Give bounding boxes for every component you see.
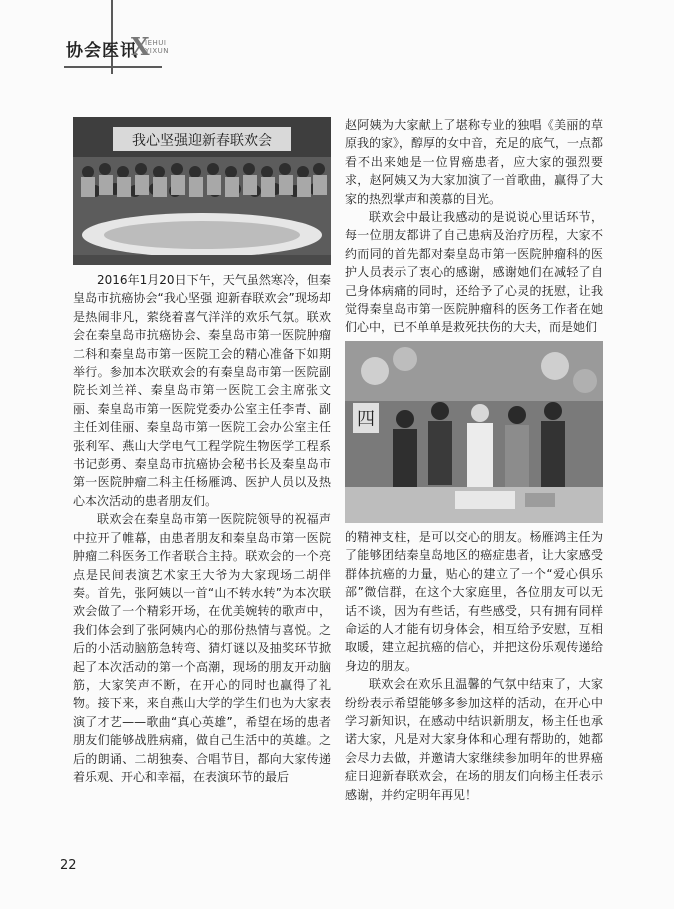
article-right-column-top (345, 116, 603, 337)
group-photo-illustration (73, 117, 331, 265)
article-paragraph: 联欢会在欢乐且温馨的气氛中结束了，大家纷纷表示希望能够多参加这样的活动，在开心中学习新知识，在感动中结识新朋友，杨主任也承诺大家，凡是对大家身体和心理有帮助的，她都会尽力去做，并邀请大家继续参加明年的世界癌症日迎新春联欢会，在场的朋友们向杨主任表示感谢，并约定明年再见！ (345, 677, 603, 802)
header-horizontal-rule (64, 66, 162, 68)
article-paragraph: 联欢会中最让我感动的是说说心里话环节，每一位朋友都讲了自己患病及治疗历程，大家不约而同的首先都对秦皇岛市第一医院肿瘤科的医护人员表示了衷心的感谢，感谢她们在减轻了自己身体病痛的同时，还给予了心灵的抚慰，让我觉得秦皇岛市第一医院肿瘤科的医务工作者在她们心中，已不单单是救死扶伤的大夫，而是她们 (345, 210, 603, 335)
logo-subtext-line-1: IEHUI (145, 39, 167, 47)
performance-photo (345, 341, 603, 523)
article-left-column (73, 271, 331, 786)
article-paragraph: 的精神支柱，是可以交心的朋友。杨雁鸿主任为了能够团结秦皇岛地区的癌症患者，让大家感受群体抗癌的力量，贴心的建立了一个“爱心俱乐部”微信群，在这个大家庭里，各位朋友可以无话不谈，因为有些话，有些感受，只有拥有同样命运的人才能有切身体会，相互给予安慰，互相取暖，建立起抗癌的信心，并把这份乐观传递给身边的朋友。 (345, 530, 603, 673)
event-group-photo (73, 117, 331, 265)
section-title: 协会医讯 (66, 41, 138, 61)
article-paragraph: 2016年1月20日下午，天气虽然寒冷，但秦皇岛市抗癌协会“我心坚强 迎新春联欢会”现场却是热闹非凡，萦绕着喜气洋洋的欢乐气氛。联欢会在秦皇岛市抗癌协会、秦皇岛市第一医院肿瘤二科和秦皇岛市第一医院工会的精心准备下如期举行。参加本次联欢会的有秦皇岛市第一医院副院长刘兰祥、秦皇岛市第一医院工会主席张文丽、秦皇岛市第一医院党委办公室主任李青、副主任刘佳丽、秦皇岛市第一医院工会办公室主任张利军、燕山大学电气工程学院生物医学工程系书记彭勇、秦皇岛市抗癌协会秘书长及秦皇岛市第一医院肿瘤二科主任杨雁鸿、医护人员以及热心本次活动的患者朋友们。 (73, 273, 331, 508)
logo-subtext (145, 39, 169, 55)
logo-letter: X (131, 32, 150, 61)
performance-photo-illustration (345, 341, 603, 523)
banner-text: 我心坚强迎新春联欢会 (132, 133, 272, 149)
logo-subtext-line-2: YIXUN (145, 47, 169, 55)
section-logo (131, 32, 169, 61)
page-number: 22 (60, 858, 77, 873)
article-right-column-bottom (345, 528, 603, 804)
wall-sign-text: 四 (357, 409, 375, 430)
article-paragraph: 赵阿姨为大家献上了堪称专业的独唱《美丽的草原我的家》，醇厚的女中音，充足的底气，一点都看不出来她是一位胃癌患者，应大家的强烈要求，赵阿姨又为大家加演了一首歌曲，赢得了大家的热烈掌声和羡慕的目光。 (345, 118, 604, 206)
article-paragraph: 联欢会在秦皇岛市第一医院院领导的祝福声中拉开了帷幕，由患者朋友和秦皇岛市第一医院肿瘤二科医务工作者联合主持。联欢会的一个亮点是民间表演艺术家王大爷为大家现场二胡伴奏。首先，张阿姨以一首“山不转水转”为本次联欢会做了一个精彩开场，在优美婉转的歌声中，我们体会到了张阿姨内心的那份热情与喜悦。之后的小活动脑筋急转弯、猜灯谜以及抽奖环节掀起了本次活动的第一个高潮，现场的朋友开动脑筋，大家笑声不断，在开心的同时也赢得了礼物。接下来，来自燕山大学的学生们也为大家表演了才艺——歌曲“真心英雄”，希望在场的患者朋友们能够战胜病痛，做自己生活中的英雄。之后的朗诵、二胡独奏、合唱节目，都向大家传递着乐观、开心和幸福，在表演环节的最后 (73, 512, 331, 784)
